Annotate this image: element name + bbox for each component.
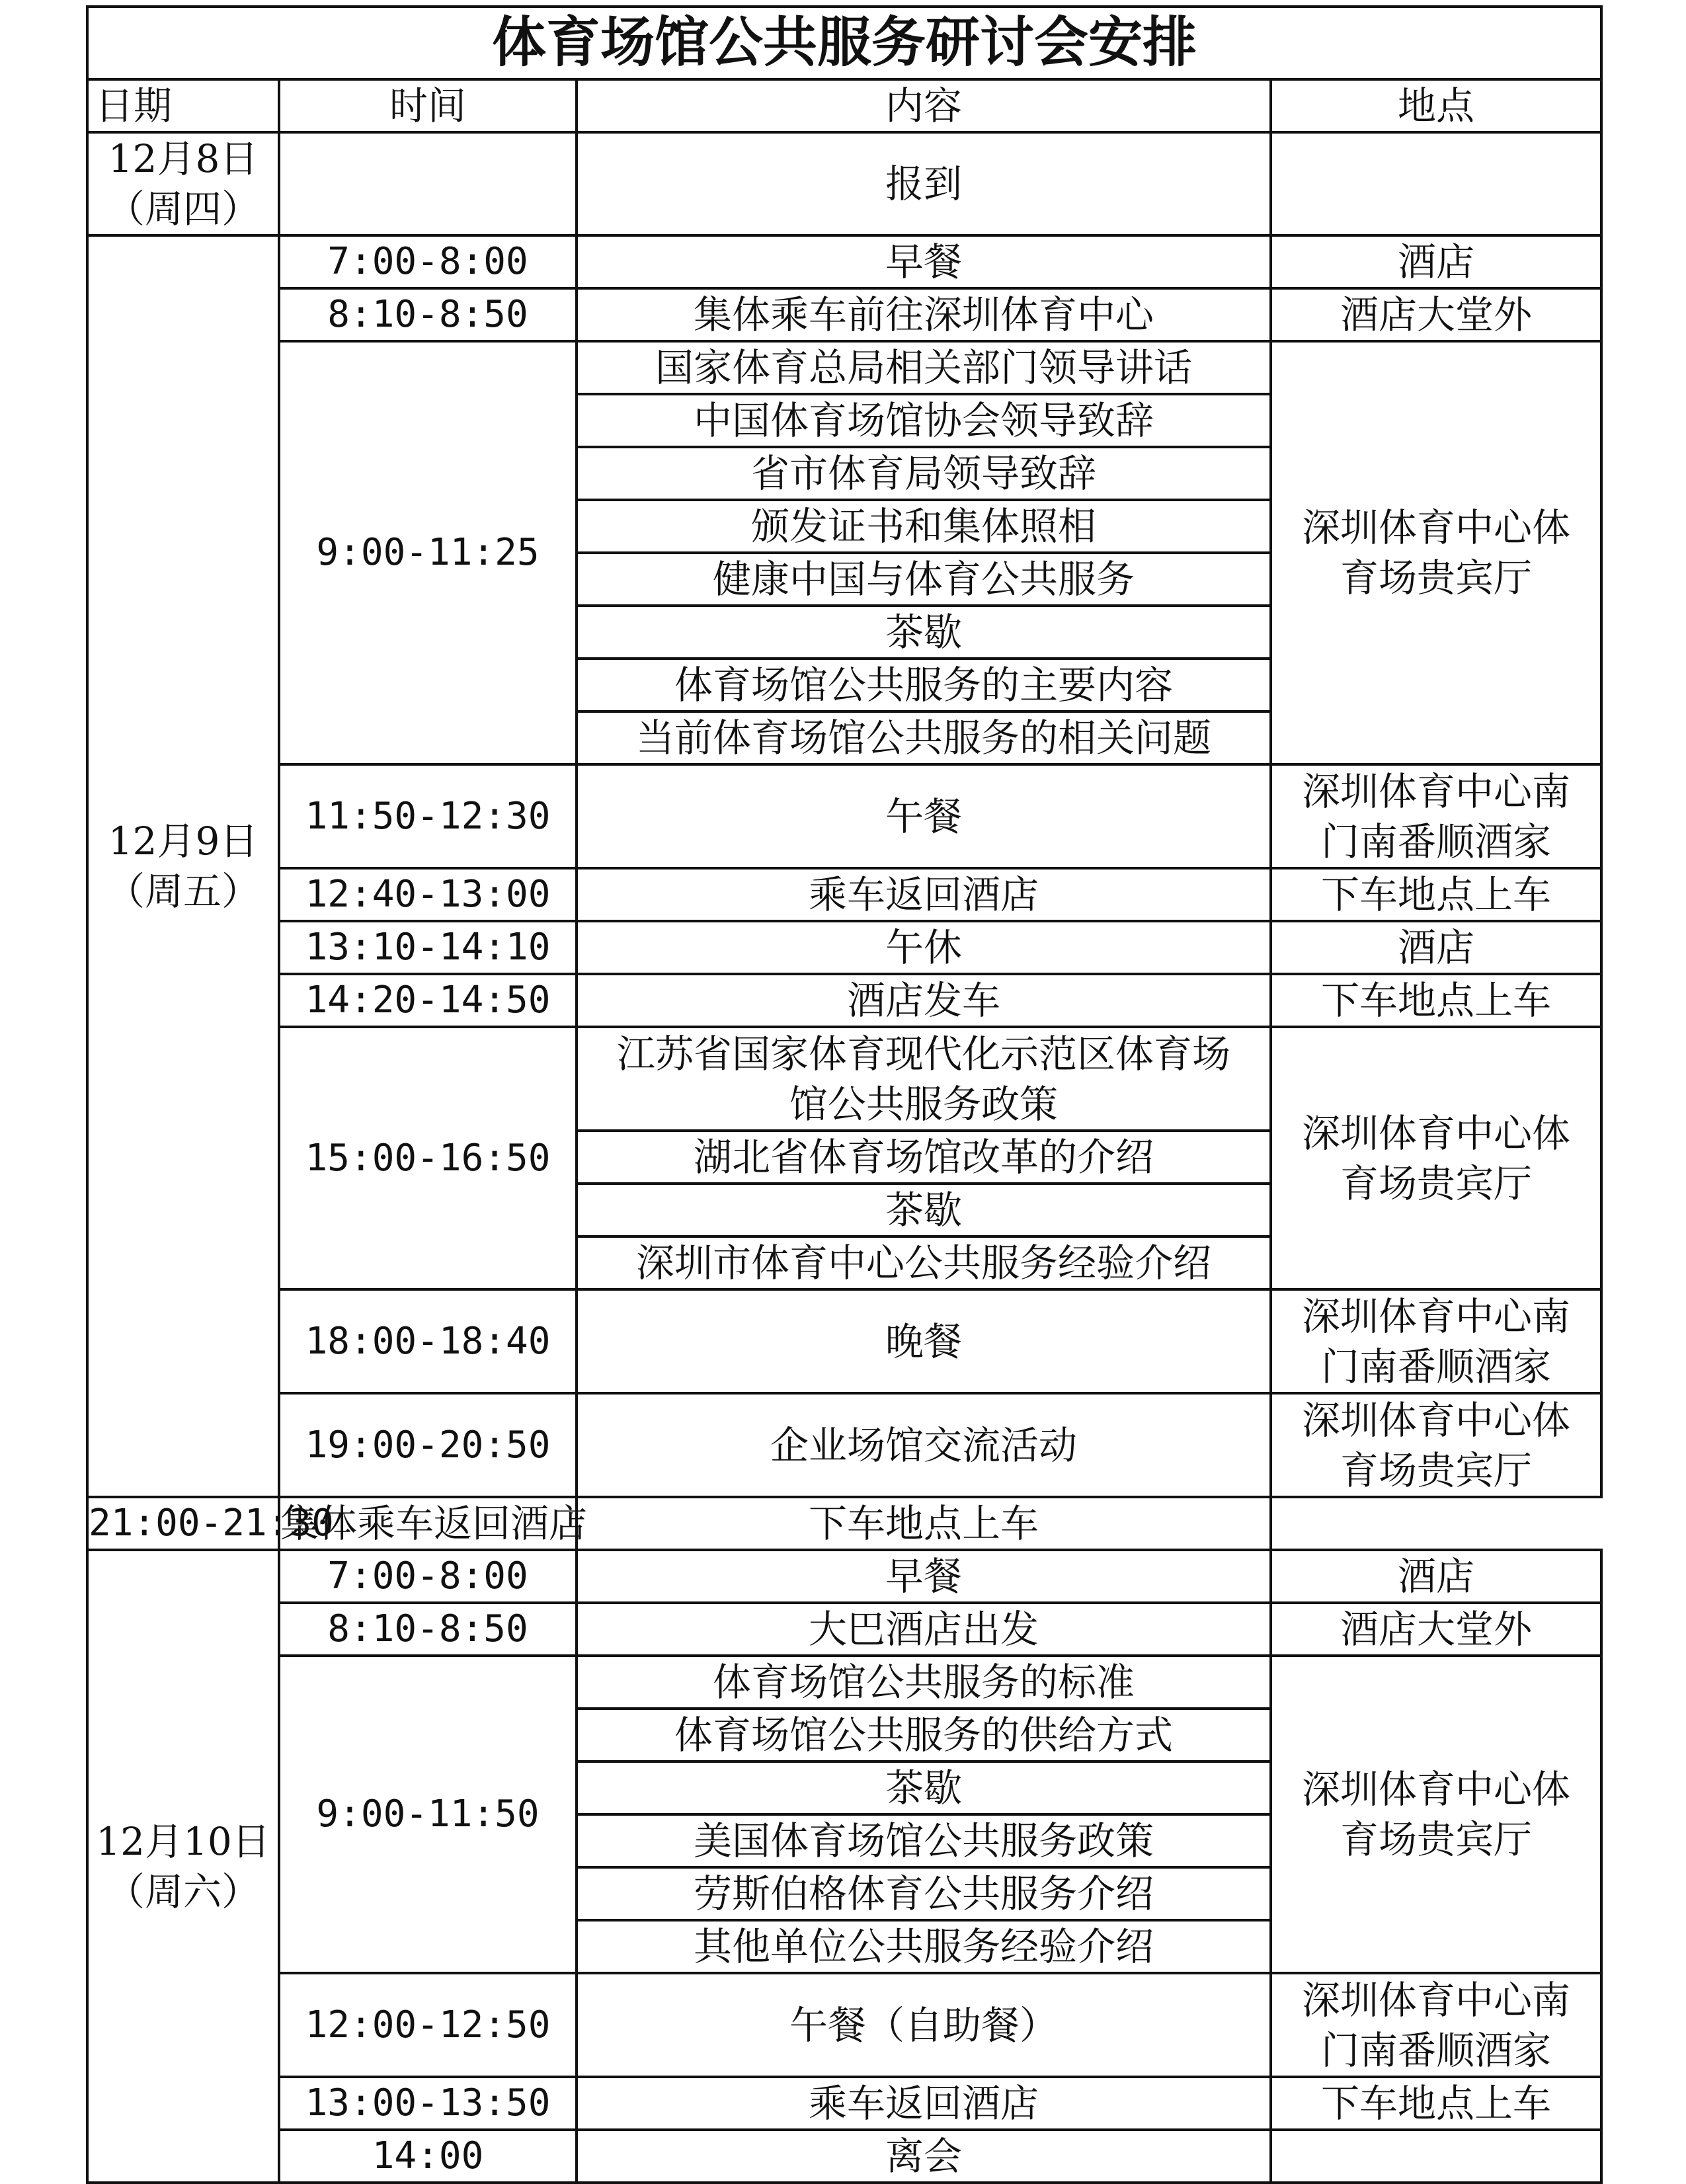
content-cell: 深圳市体育中心公共服务经验介绍 [577, 1236, 1271, 1289]
content-cell: 大巴酒店出发 [577, 1603, 1271, 1656]
table-row [87, 2077, 1601, 2130]
header-location: 地点 [1271, 79, 1601, 132]
content-cell: 午餐（自助餐） [577, 1973, 1271, 2077]
location-line: 门南番顺酒家 [1321, 819, 1552, 864]
content-cell: 酒店发车 [577, 974, 1271, 1027]
content-cell: 报到 [577, 132, 1271, 235]
content-cell: 企业场馆交流活动 [577, 1393, 1271, 1497]
location-cell: 酒店 [1271, 235, 1601, 288]
location-cell [1271, 1289, 1601, 1393]
location-cell: 下车地点上车 [1271, 2077, 1601, 2130]
time-cell: 9:00-11:25 [279, 341, 577, 764]
content-cell: 省市体育局领导致辞 [577, 447, 1271, 500]
location-cell: 酒店大堂外 [1271, 288, 1601, 341]
content-cell: 集体乘车前往深圳体育中心 [577, 288, 1271, 341]
time-cell: 12:00-12:50 [279, 1973, 577, 2077]
time-cell: 8:10-8:50 [279, 1603, 577, 1656]
content-cell: 集体乘车返回酒店 [279, 1497, 577, 1550]
location-cell [1271, 1393, 1601, 1497]
header-time: 时间 [279, 79, 577, 132]
table-row [87, 1656, 1601, 1709]
content-cell [577, 1027, 1271, 1131]
time-cell: 7:00-8:00 [279, 1550, 577, 1603]
weekday-label: （周五） [106, 869, 260, 914]
header-date: 日期 [87, 79, 279, 132]
time-cell: 15:00-16:50 [279, 1027, 577, 1289]
table-row [87, 235, 1601, 288]
content-cell: 当前体育场馆公共服务的相关问题 [577, 711, 1271, 764]
table-row [87, 1393, 1601, 1497]
location-cell [1271, 2130, 1601, 2183]
content-cell: 离会 [577, 2130, 1271, 2183]
location-cell [1271, 1027, 1601, 1289]
content-cell: 体育场馆公共服务的标准 [577, 1656, 1271, 1709]
table-row [87, 1497, 1601, 1550]
table-row [87, 341, 1601, 394]
content-cell: 湖北省体育场馆改革的介绍 [577, 1131, 1271, 1184]
location-line: 门南番顺酒家 [1321, 1344, 1552, 1389]
table-row [87, 132, 1601, 235]
table-row [87, 1027, 1601, 1131]
time-cell: 21:00-21:30 [87, 1497, 279, 1550]
location-line: 育场贵宾厅 [1340, 1447, 1533, 1493]
content-cell: 茶歇 [577, 606, 1271, 659]
table-row [87, 288, 1601, 341]
time-cell: 12:40-13:00 [279, 868, 577, 921]
location-cell: 下车地点上车 [1271, 868, 1601, 921]
time-cell: 19:00-20:50 [279, 1393, 577, 1497]
content-cell: 体育场馆公共服务的主要内容 [577, 659, 1271, 711]
content-cell: 茶歇 [577, 1184, 1271, 1236]
date-label: 12月8日 [108, 136, 259, 181]
schedule-table [86, 5, 1603, 2184]
time-cell [279, 132, 577, 235]
location-cell [1271, 764, 1601, 868]
location-line: 育场贵宾厅 [1340, 1817, 1533, 1862]
content-cell: 乘车返回酒店 [577, 868, 1271, 921]
location-line: 深圳体育中心体 [1302, 1397, 1571, 1443]
table-row [87, 974, 1601, 1027]
content-cell: 颁发证书和集体照相 [577, 500, 1271, 553]
weekday-label: （周六） [106, 1869, 260, 1914]
table-row [87, 921, 1601, 974]
location-line: 深圳体育中心南 [1302, 1977, 1571, 2023]
page-title: 体育场馆公共服务研讨会安排 [87, 7, 1601, 79]
table-row [87, 1973, 1601, 2077]
content-cell: 晚餐 [577, 1289, 1271, 1393]
location-line: 深圳体育中心南 [1302, 768, 1571, 814]
time-cell: 8:10-8:50 [279, 288, 577, 341]
content-cell: 早餐 [577, 1550, 1271, 1603]
content-cell: 健康中国与体育公共服务 [577, 553, 1271, 606]
date-cell-day3 [87, 1550, 279, 2183]
table-row [87, 868, 1601, 921]
time-cell: 14:20-14:50 [279, 974, 577, 1027]
location-line: 深圳体育中心体 [1302, 505, 1571, 550]
weekday-label: （周四） [106, 186, 260, 231]
location-cell: 下车地点上车 [577, 1497, 1271, 1550]
time-cell: 9:00-11:50 [279, 1656, 577, 1973]
table-row [87, 1289, 1601, 1393]
date-cell-day1 [87, 132, 279, 235]
time-cell: 11:50-12:30 [279, 764, 577, 868]
time-cell: 7:00-8:00 [279, 235, 577, 288]
location-line: 育场贵宾厅 [1340, 1160, 1533, 1206]
header-content: 内容 [577, 79, 1271, 132]
location-line: 育场贵宾厅 [1340, 555, 1533, 600]
content-line: 江苏省国家体育现代化示范区体育场 [616, 1031, 1230, 1076]
content-cell: 中国体育场馆协会领导致辞 [577, 394, 1271, 447]
location-cell: 酒店 [1271, 921, 1601, 974]
location-line: 门南番顺酒家 [1321, 2027, 1552, 2073]
time-cell: 13:10-14:10 [279, 921, 577, 974]
time-cell: 13:00-13:50 [279, 2077, 577, 2130]
table-row [87, 764, 1601, 868]
content-cell: 午餐 [577, 764, 1271, 868]
location-cell [1271, 1973, 1601, 2077]
table-row [87, 1550, 1601, 1603]
location-cell: 酒店大堂外 [1271, 1603, 1601, 1656]
date-cell-day2 [87, 235, 279, 1497]
content-cell: 茶歇 [577, 1761, 1271, 1814]
date-label: 12月9日 [108, 819, 259, 864]
content-cell: 美国体育场馆公共服务政策 [577, 1814, 1271, 1867]
location-cell [1271, 132, 1601, 235]
content-cell: 国家体育总局相关部门领导讲话 [577, 341, 1271, 394]
content-cell: 午休 [577, 921, 1271, 974]
location-cell [1271, 1656, 1601, 1973]
content-cell: 其他单位公共服务经验介绍 [577, 1920, 1271, 1973]
table-row [87, 1603, 1601, 1656]
time-cell: 14:00 [279, 2130, 577, 2183]
time-cell: 18:00-18:40 [279, 1289, 577, 1393]
content-line: 馆公共服务政策 [789, 1081, 1058, 1127]
location-line: 深圳体育中心体 [1302, 1767, 1571, 1812]
table-row [87, 2130, 1601, 2183]
content-cell: 体育场馆公共服务的供给方式 [577, 1709, 1271, 1761]
location-cell: 下车地点上车 [1271, 974, 1601, 1027]
location-cell [1271, 341, 1601, 764]
content-cell: 早餐 [577, 235, 1271, 288]
date-label: 12月10日 [96, 1818, 270, 1864]
content-cell: 劳斯伯格体育公共服务介绍 [577, 1867, 1271, 1920]
location-line: 深圳体育中心南 [1302, 1293, 1571, 1339]
location-cell: 酒店 [1271, 1550, 1601, 1603]
content-cell: 乘车返回酒店 [577, 2077, 1271, 2130]
location-line: 深圳体育中心体 [1302, 1110, 1571, 1156]
